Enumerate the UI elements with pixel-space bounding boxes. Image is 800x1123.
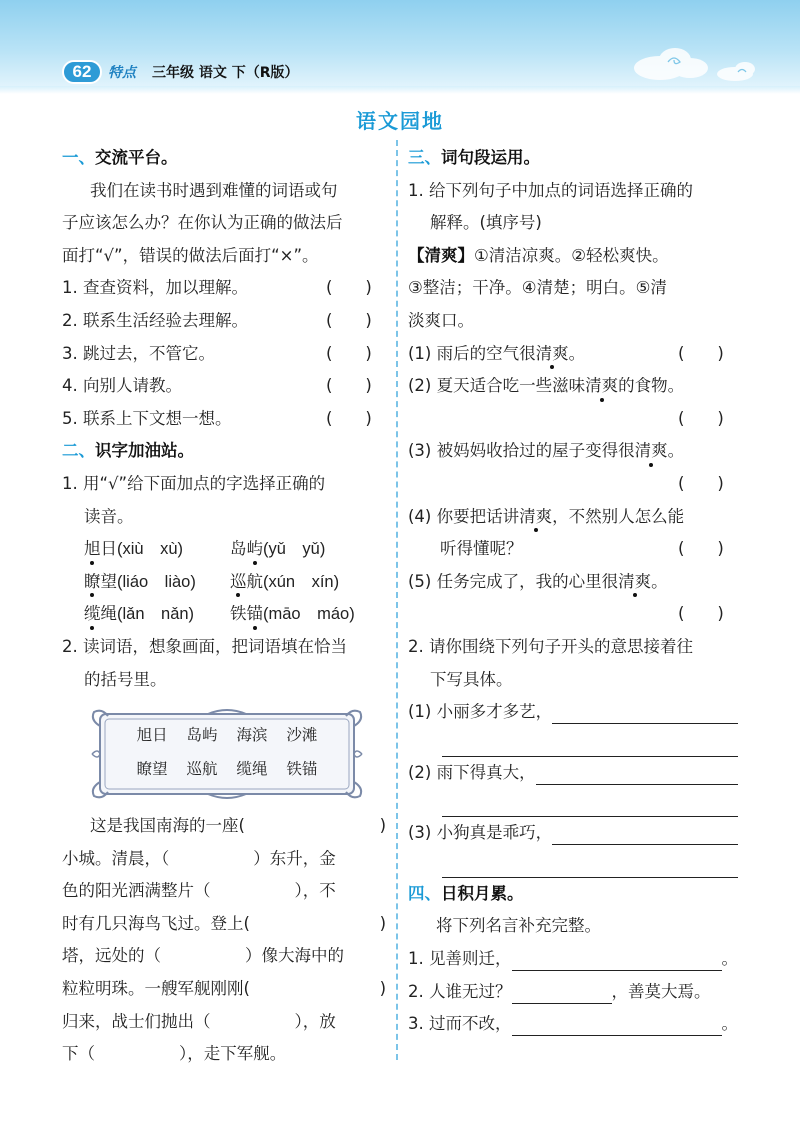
question-line: 1. 给下列句子中加点的词语选择正确的 [408,180,693,200]
passage-line: 这是我国南海的一座( ) [62,810,386,843]
fill-gap[interactable] [211,1006,295,1039]
sentence-item: (1) 雨后的空气很 清爽 。 ( ) [408,338,738,371]
answer-paren[interactable]: ( ) [326,376,372,396]
column-divider [396,140,398,1060]
answer-paren[interactable]: ( ) [678,539,724,559]
write-item: (2) 雨下得真大， [408,757,738,790]
write-line[interactable] [512,984,612,1004]
passage-line: 塔，远处的（ ）像大海中的 [62,940,386,973]
passage-line: 粒粒明珠。一艘军舰刚刚( ) [62,973,386,1006]
intro-line: 面打“√”，错误的做法后面打“×”。 [62,245,319,265]
pinyin-choice[interactable]: (xiù xù) [117,540,184,559]
passage-line: 小城。清晨，（ ）东升，金 [62,843,386,876]
pinyin-choice[interactable]: (xún xín) [263,572,340,591]
quote-item: 1. 见善则迁， 。 [408,943,738,976]
question-line: 1. 用“√”给下面加点的字选择正确的 [62,473,326,493]
fill-gap[interactable] [169,843,253,876]
pinyin-choice[interactable]: (liáo liào) [117,572,196,591]
intro-line: 我们在读书时遇到难懂的词语或句 [90,180,338,200]
word-chip: 巡航 [186,760,218,779]
question-line: 解释。(填序号) [430,213,542,233]
fill-gap[interactable] [95,1038,179,1071]
dotted-word: 清爽 [618,566,651,599]
word-chip: 沙滩 [286,726,318,745]
section-4-heading [408,878,738,911]
choice-item: 4. 向别人请教。 ( ) [62,370,386,403]
section-3-heading [408,142,738,175]
quote-item: 2. 人谁无过？ ，善莫大焉。 [408,976,738,1009]
intro-line: 将下列名言补充完整。 [436,916,601,936]
write-line[interactable] [442,797,738,817]
page-title: 语文园地 [356,109,444,133]
definition-line: ③整洁；干净。④清楚；明白。⑤清 [408,278,667,298]
passage-line: 时有几只海鸟飞过。登上( ) [62,908,386,941]
word-row [90,718,364,752]
word-bank-frame [90,706,364,802]
section-title: 词句段运用。 [441,148,540,167]
dotted-word: 清爽 [536,338,569,371]
section-number: 三、 [408,148,441,167]
pinyin-choice[interactable]: (māo máo) [263,605,355,624]
word-chip: 旭日 [136,726,168,745]
section-title: 日积月累。 [441,883,524,903]
sentence-item-cont: 听得懂呢？ ( ) [408,533,738,566]
word-chip: 海滨 [236,726,268,745]
answer-paren[interactable]: ( ) [678,473,724,493]
pinyin-choice[interactable]: (lǎn nǎn) [117,605,195,624]
pinyin-row: 旭日(xiù xù) 岛屿(yǔ yǔ) [62,533,386,566]
pinyin-row: 瞭望(liáo liào) 巡航(xún xín) [62,566,386,599]
sentence-item: (4) 你要把话讲 清爽 ，不然别人怎么能 [408,501,738,534]
sentence-item-answer [408,403,738,436]
page-number-badge: 62 [62,60,102,84]
write-line[interactable] [552,704,738,724]
word-row [90,752,364,786]
choice-item: 5. 联系上下文想一想。 ( ) [62,403,386,436]
choice-item: 1. 查查资料，加以理解。 ( ) [62,272,386,305]
book-title: 三年级 语文 下（R版） [152,65,299,81]
question-line: 读音。 [84,506,134,526]
section-title: 交流平台。 [95,148,178,167]
dotted-word: 清爽 [585,370,618,403]
write-line[interactable] [552,825,738,845]
dotted-word: 清爽 [519,501,552,534]
write-line[interactable] [512,951,722,971]
fill-paren[interactable]: ) [379,913,386,933]
pinyin-row: 缆绳(lǎn nǎn) 铁锚(māo máo) [62,598,386,631]
fill-gap[interactable] [161,940,245,973]
cloud-icon [620,38,770,88]
intro-line: 子应该怎么办？在你认为正确的做法后 [62,213,343,233]
answer-paren[interactable]: ( ) [326,408,372,428]
section-number: 四、 [408,883,441,903]
write-line[interactable] [442,858,738,878]
right-column [408,142,738,1041]
write-item-cont [408,850,738,878]
write-line[interactable] [442,737,738,757]
section-number: 一、 [62,148,95,167]
word-bank [90,718,364,786]
word-chip: 铁锚 [286,760,318,779]
sentence-item: (2) 夏天适合吃一些滋味 清爽 的食物。 [408,370,738,403]
sentence-item-answer [408,468,738,501]
choice-item: 2. 联系生活经验去理解。 ( ) [62,305,386,338]
write-item-cont [408,789,738,817]
definition-label: 【清爽】 [408,245,474,265]
dotted-word: 清爽 [635,435,668,468]
fill-gap[interactable] [211,875,295,908]
question-line: 的括号里。 [84,669,167,689]
answer-paren[interactable]: ( ) [326,278,372,298]
section-title: 识字加油站。 [95,441,194,461]
answer-paren[interactable]: ( ) [678,604,724,624]
fill-paren[interactable]: ) [379,979,386,999]
answer-paren[interactable]: ( ) [678,408,724,428]
write-item-cont [408,729,738,757]
pinyin-choice[interactable]: (yǔ yǔ) [263,540,326,559]
section-number: 二、 [62,441,95,461]
word-chip: 岛屿 [186,726,218,745]
section-2-heading [62,435,386,468]
word-chip: 瞭望 [136,760,168,779]
write-item: (3) 小狗真是乖巧， [408,817,738,850]
write-line[interactable] [512,1016,722,1036]
definition-line: 淡爽口。 [408,310,474,330]
left-column [62,142,386,1071]
question-line: 2. 读词语，想象画面，把词语填在恰当 [62,636,347,656]
write-item: (1) 小丽多才多艺， [408,696,738,729]
fill-paren[interactable]: ) [379,816,386,836]
write-line[interactable] [536,765,738,785]
section-1-heading [62,142,386,175]
question-line: 2. 请你围绕下列句子开头的意思接着往 [408,636,693,656]
passage-line: 归来，战士们抛出（ ），放 [62,1006,386,1039]
answer-paren[interactable]: ( ) [326,310,372,330]
answer-paren[interactable]: ( ) [678,343,724,363]
brand-logo: 特点 [108,65,136,81]
passage-line: 下（ ），走下军舰。 [62,1038,386,1071]
word-chip: 缆绳 [236,760,268,779]
question-line: 下写具体。 [430,669,513,689]
sentence-item: (3) 被妈妈收拾过的屋子变得很 清爽 。 [408,435,738,468]
answer-paren[interactable]: ( ) [326,343,372,363]
sentence-item: (5) 任务完成了，我的心里很 清爽 。 [408,566,738,599]
sentence-item-answer [408,598,738,631]
definition-line: 【清爽】 ①清洁凉爽。②轻松爽快。 [408,240,738,273]
passage-line: 色的阳光洒满整片（ ），不 [62,875,386,908]
choice-item: 3. 跳过去，不管它。 ( ) [62,338,386,371]
quote-item: 3. 过而不改， 。 [408,1008,738,1041]
